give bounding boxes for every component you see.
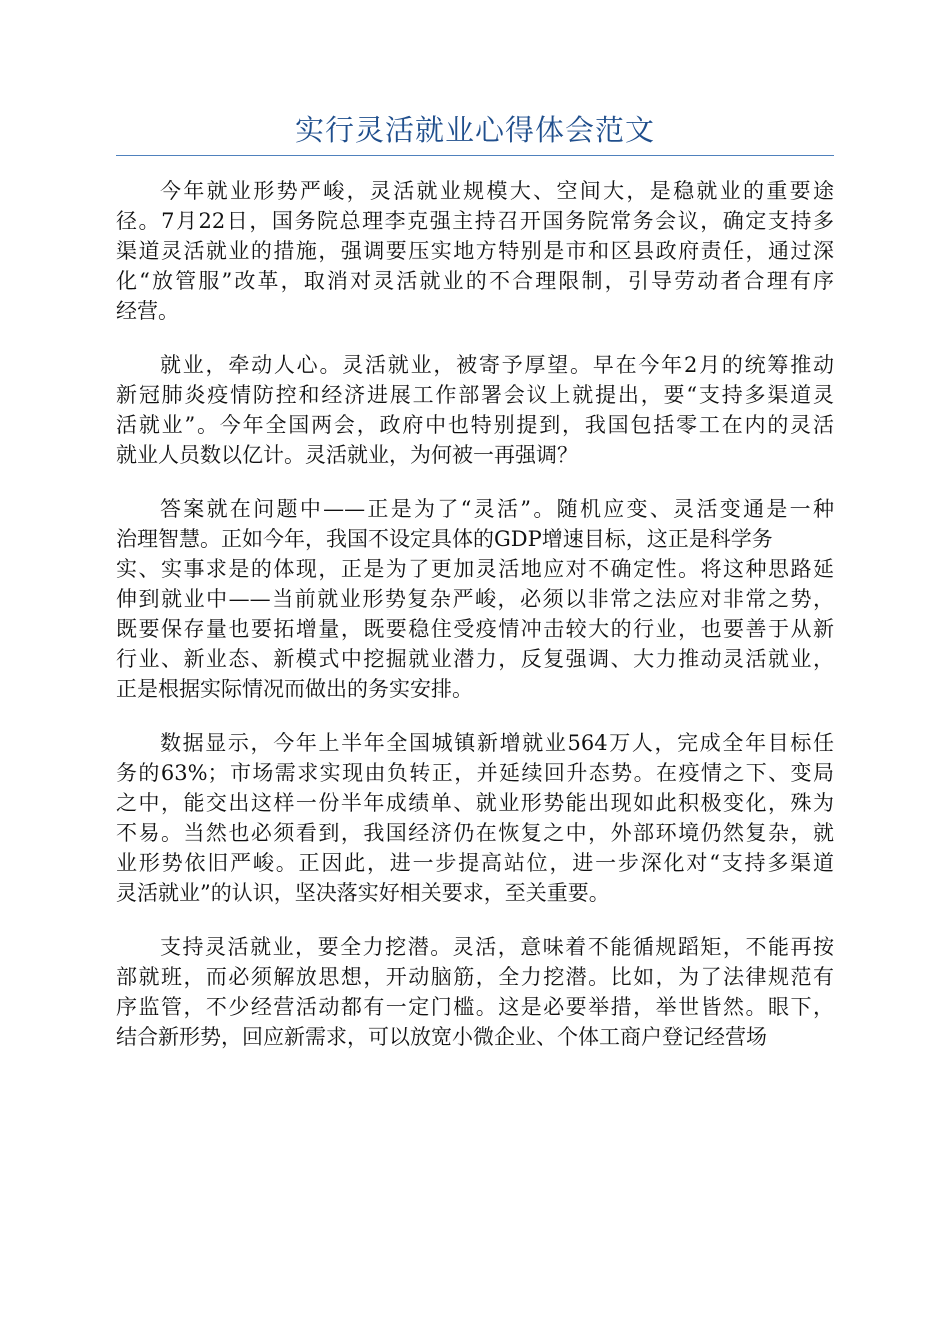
text-line: 序监管，不少经营活动都有一定门槛。这是必要举措，举世皆然。眼下， bbox=[116, 995, 834, 1019]
text-line: 治理智慧。正如今年，我国不设定具体的GDP增速目标，这正是科学务 bbox=[116, 527, 773, 551]
paragraph-5 bbox=[116, 932, 834, 1052]
text-line: 新冠肺炎疫情防控和经济进展工作部署会议上就提出，要“支持多渠道灵 bbox=[116, 383, 834, 407]
text-line: 务的63%；市场需求实现由负转正，并延续回升态势。在疫情之下、变局 bbox=[116, 761, 834, 785]
document-title: 实行灵活就业心得体会范文 bbox=[294, 113, 655, 147]
text-line: 经营。 bbox=[116, 299, 179, 323]
text-line: 支持灵活就业，要全力挖潜。灵活，意味着不能循规蹈矩，不能再按 bbox=[160, 935, 834, 959]
paragraph-3 bbox=[116, 494, 834, 704]
text-line: 部就班，而必须解放思想，开动脑筋，全力挖潜。比如，为了法律规范有 bbox=[116, 965, 834, 989]
text-line: 伸到就业中——当前就业形势复杂严峻，必须以非常之法应对非常之势， bbox=[116, 587, 834, 611]
text-line: 正是根据实际情况而做出的务实安排。 bbox=[116, 677, 473, 701]
text-line: 活就业”。今年全国两会，政府中也特别提到，我国包括零工在内的灵活 bbox=[116, 413, 834, 437]
text-line: 业形势依旧严峻。正因此，进一步提高站位，进一步深化对“支持多渠道 bbox=[116, 851, 834, 875]
text-line: 之中，能交出这样一份半年成绩单、就业形势能出现如此积极变化，殊为 bbox=[116, 791, 834, 815]
text-line: 径。7月22日，国务院总理李克强主持召开国务院常务会议，确定支持多 bbox=[116, 209, 834, 233]
text-line: 不易。当然也必须看到，我国经济仍在恢复之中，外部环境仍然复杂，就 bbox=[116, 821, 834, 845]
text-line: 既要保存量也要拓增量，既要稳住受疫情冲击较大的行业，也要善于从新 bbox=[116, 617, 834, 641]
paragraph-1 bbox=[116, 176, 834, 326]
document-body bbox=[116, 176, 834, 1076]
paragraph-2 bbox=[116, 350, 834, 470]
text-line: 数据显示，今年上半年全国城镇新增就业564万人，完成全年目标任 bbox=[160, 731, 834, 755]
text-line: 就业，牵动人心。灵活就业，被寄予厚望。早在今年2月的统筹推动 bbox=[160, 353, 834, 377]
text-line: 就业人员数以亿计。灵活就业，为何被一再强调？ bbox=[116, 443, 578, 467]
paragraph-4 bbox=[116, 728, 834, 908]
text-line: 答案就在问题中——正是为了“灵活”。随机应变、灵活变通是一种 bbox=[160, 497, 834, 521]
text-line: 实、实事求是的体现，正是为了更加灵活地应对不确定性。将这种思路延 bbox=[116, 557, 834, 581]
text-line: 结合新形势，回应新需求，可以放宽小微企业、个体工商户登记经营场 bbox=[116, 1025, 767, 1049]
text-line: 灵活就业”的认识，坚决落实好相关要求，至关重要。 bbox=[116, 881, 610, 905]
text-line: 行业、新业态、新模式中挖掘就业潜力，反复强调、大力推动灵活就业， bbox=[116, 647, 834, 671]
text-line: 化“放管服”改革，取消对灵活就业的不合理限制，引导劳动者合理有序 bbox=[116, 269, 834, 293]
text-line: 今年就业形势严峻，灵活就业规模大、空间大，是稳就业的重要途 bbox=[160, 179, 834, 203]
text-line: 渠道灵活就业的措施，强调要压实地方特别是市和区县政府责任，通过深 bbox=[116, 239, 834, 263]
title-underline bbox=[116, 155, 834, 156]
